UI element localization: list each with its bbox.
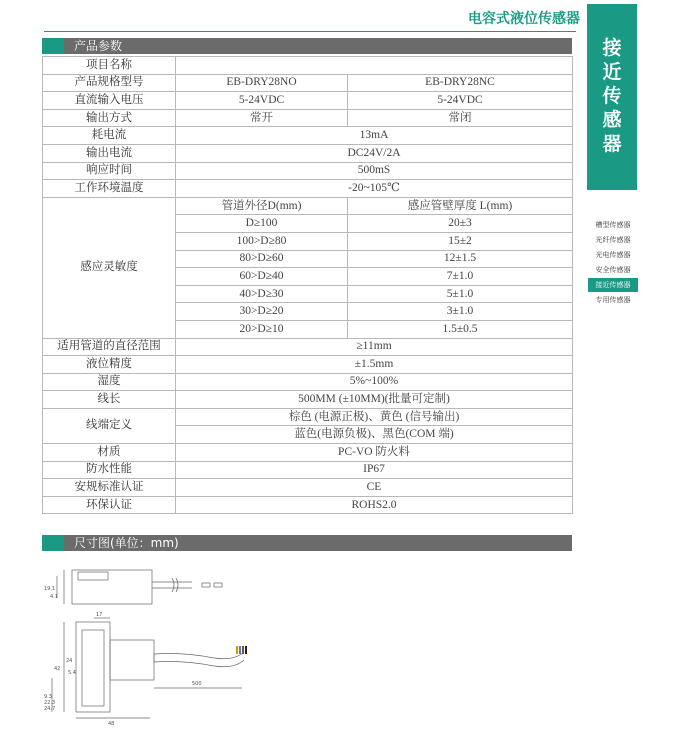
- table-row: [43, 74, 573, 92]
- category-char: 接: [602, 37, 622, 59]
- table-row: [43, 496, 573, 514]
- cell-value: 蓝色(电源负极)、黑色(COM 端): [176, 426, 573, 444]
- table-row: [43, 444, 573, 462]
- cell-value: 15±2: [348, 232, 573, 250]
- cell-value: 30>D≥20: [176, 303, 348, 321]
- cell-value: [176, 57, 573, 75]
- side-nav-item-safety-sensor[interactable]: 安全传感器: [595, 266, 631, 274]
- table-row: [43, 57, 573, 75]
- section-accent: [42, 535, 64, 551]
- row-label: 适用管道的直径范围: [43, 338, 176, 356]
- section-header-params: [42, 38, 572, 54]
- cable-line: [154, 660, 244, 667]
- table-row: [43, 461, 573, 479]
- side-nav-item-photoelectric-sensor[interactable]: 光电传感器: [595, 251, 631, 259]
- table-row: [43, 408, 573, 426]
- category-char: 传: [602, 85, 622, 107]
- dim-label: 24: [66, 658, 73, 664]
- category-tab: [587, 4, 637, 190]
- cell-value: 3±1.0: [348, 303, 573, 321]
- dimension-drawing: [42, 558, 252, 728]
- table-row: [43, 92, 573, 110]
- cell-value: IP67: [176, 461, 573, 479]
- params-table: [42, 56, 573, 514]
- cell-value: DC24V/2A: [176, 144, 573, 162]
- side-nav: [588, 218, 638, 308]
- cell-value: 常开: [176, 109, 348, 127]
- wire-terminal: [214, 583, 222, 587]
- row-label: 产品规格型号: [43, 74, 176, 92]
- cell-value: EB-DRY28NC: [348, 74, 573, 92]
- row-label: 线端定义: [43, 408, 176, 443]
- cell-value: 40>D≥30: [176, 285, 348, 303]
- row-label: 工作环境温度: [43, 180, 176, 198]
- cell-value: 5-24VDC: [348, 92, 573, 110]
- sensor-body-front: [76, 622, 110, 712]
- row-label: 直流输入电压: [43, 92, 176, 110]
- dim-label: 19.1: [44, 586, 56, 592]
- cell-value: PC-VO 防火料: [176, 444, 573, 462]
- dim-label: 5.4: [68, 670, 76, 676]
- cell-value: 5±1.0: [348, 285, 573, 303]
- dim-label: 4.1: [50, 594, 58, 600]
- section-title-dimensions: 尺寸图(单位：mm): [74, 536, 179, 550]
- category-char: 器: [602, 133, 622, 155]
- cell-value: 棕色 (电源正极)、黄色 (信号输出): [176, 408, 573, 426]
- cell-value: ±1.5mm: [176, 356, 573, 374]
- section-title-params: 产品参数: [74, 39, 123, 53]
- dim-label: 42: [54, 666, 61, 672]
- side-nav-item-slot-sensor[interactable]: 槽型传感器: [595, 221, 631, 229]
- column-header: 管道外径D(mm): [176, 197, 348, 215]
- row-label: 输出方式: [43, 109, 176, 127]
- side-nav-item-fiber-sensor[interactable]: 光纤传感器: [595, 236, 631, 244]
- table-row: [43, 391, 573, 409]
- wire-terminal: [202, 583, 210, 587]
- row-label: 液位精度: [43, 356, 176, 374]
- cell-value: ≥11mm: [176, 338, 573, 356]
- row-label: 感应灵敏度: [43, 197, 176, 338]
- table-row: [43, 109, 573, 127]
- header-title: 电容式液位传感器: [468, 11, 580, 27]
- row-label: 项目名称: [43, 57, 176, 75]
- cell-value: 500MM (±10MM)(批量可定制): [176, 391, 573, 409]
- sensor-label-area: [78, 572, 108, 580]
- section-accent: [42, 38, 64, 54]
- cell-value: 1.5±0.5: [348, 320, 573, 338]
- cell-value: 13mA: [176, 127, 573, 145]
- sensor-body-top: [72, 570, 152, 604]
- table-row: [43, 127, 573, 145]
- cable-line: [154, 652, 244, 659]
- dim-label: 22.3: [44, 700, 56, 706]
- dim-label: 24.7: [44, 706, 56, 712]
- cell-value: 5%~100%: [176, 373, 573, 391]
- dim-label: 500: [192, 681, 202, 687]
- cell-value: 5-24VDC: [176, 92, 348, 110]
- cell-value: 12±1.5: [348, 250, 573, 268]
- category-char: 近: [602, 61, 622, 83]
- cell-value: 100>D≥80: [176, 232, 348, 250]
- cell-value: 60>D≥40: [176, 268, 348, 286]
- cell-value: ROHS2.0: [176, 496, 573, 514]
- sensor-housing: [110, 640, 154, 680]
- row-label: 湿度: [43, 373, 176, 391]
- header-rule: [44, 31, 576, 32]
- row-label: 防水性能: [43, 461, 176, 479]
- cell-value: 20±3: [348, 215, 573, 233]
- row-label: 安规标准认证: [43, 479, 176, 497]
- row-label: 材质: [43, 444, 176, 462]
- cell-value: 80>D≥60: [176, 250, 348, 268]
- dim-label: 9.3: [44, 694, 52, 700]
- table-row: [43, 180, 573, 198]
- cell-value: EB-DRY28NO: [176, 74, 348, 92]
- row-label: 耗电流: [43, 127, 176, 145]
- row-label: 线长: [43, 391, 176, 409]
- row-label: 输出电流: [43, 144, 176, 162]
- cell-value: D≥100: [176, 215, 348, 233]
- cell-value: -20~105℃: [176, 180, 573, 198]
- table-row: [43, 356, 573, 374]
- table-row: [43, 479, 573, 497]
- side-nav-item-special-sensor[interactable]: 专用传感器: [595, 296, 631, 304]
- side-nav-item-proximity-sensor[interactable]: 接近传感器: [588, 278, 638, 292]
- break-mark: [172, 578, 178, 592]
- row-label: 环保认证: [43, 496, 176, 514]
- dim-label: 48: [108, 721, 115, 727]
- table-row: [43, 144, 573, 162]
- table-row: [43, 338, 573, 356]
- dimension-labels: [44, 586, 202, 727]
- section-header-dimensions: [42, 535, 572, 551]
- cell-value: 7±1.0: [348, 268, 573, 286]
- table-row: [43, 373, 573, 391]
- dim-label: 17: [96, 612, 103, 618]
- cell-value: 500mS: [176, 162, 573, 180]
- table-row: [43, 197, 573, 215]
- column-header: 感应管壁厚度 L(mm): [348, 197, 573, 215]
- cell-value: 20>D≥10: [176, 320, 348, 338]
- table-row: [43, 162, 573, 180]
- wire-colors: [236, 646, 247, 654]
- row-label: 响应时间: [43, 162, 176, 180]
- category-char: 感: [602, 109, 622, 131]
- cell-value: CE: [176, 479, 573, 497]
- cell-value: 常闭: [348, 109, 573, 127]
